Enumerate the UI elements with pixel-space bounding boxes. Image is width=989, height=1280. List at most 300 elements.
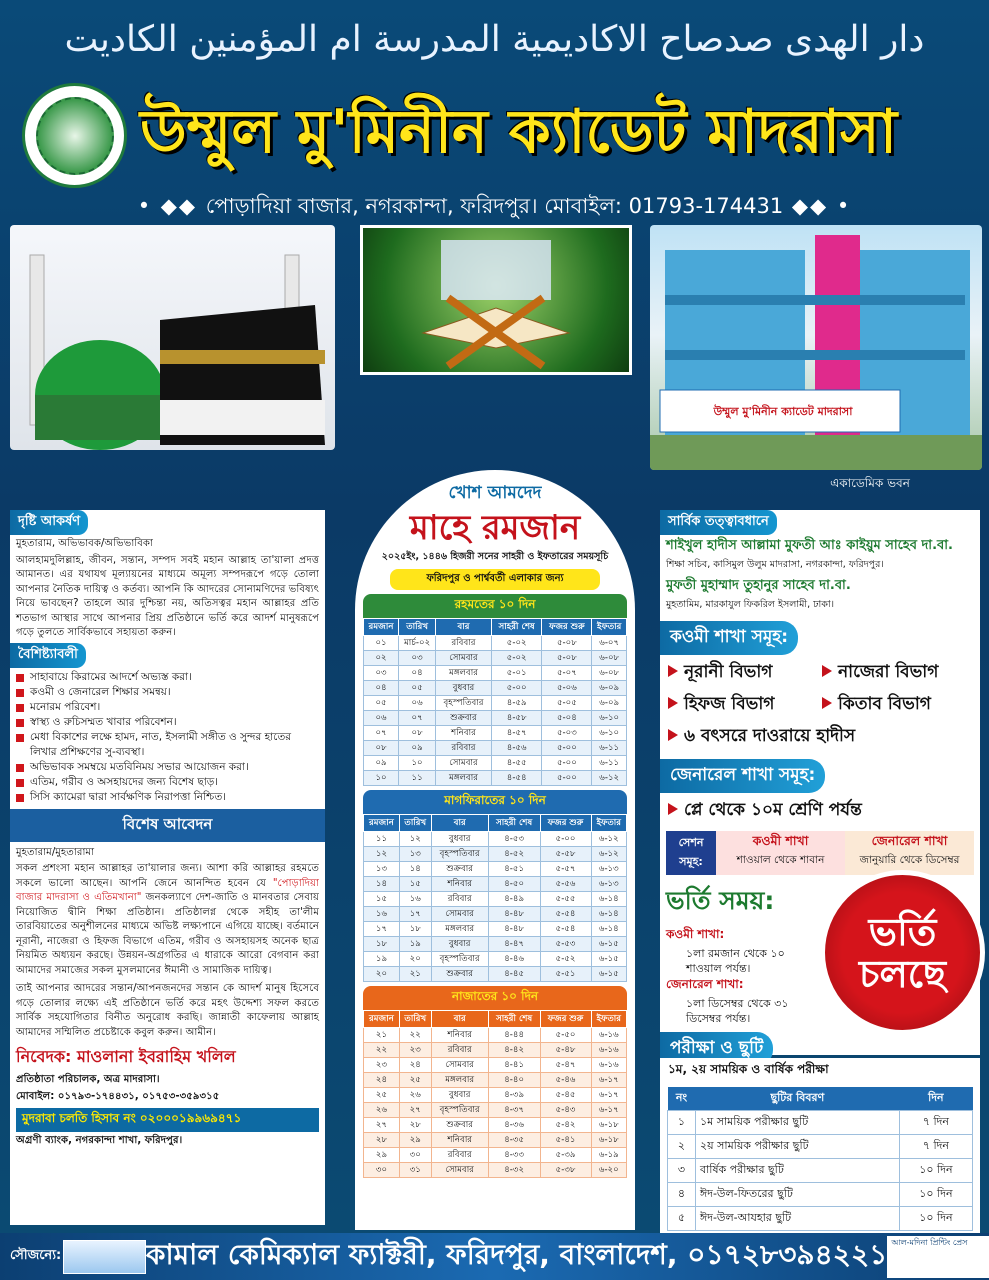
schedule-cell: ৫-০১ — [491, 666, 542, 681]
schedule-cell: বুধবার — [431, 832, 488, 847]
exam-cell: ঈদ-উল-ফিতরের ছুটি — [695, 1183, 899, 1207]
schedule-col-3: সাহরী শেষ — [488, 815, 540, 832]
schedule-cell: ৬-১৬ — [591, 1058, 626, 1073]
schedule-cell: ৫-৩৯ — [540, 1148, 591, 1163]
exam-table — [667, 1087, 973, 1231]
khosh-amded: খোশ আমদেদ — [448, 483, 542, 503]
schedule-cell: ৪-৪১ — [488, 1058, 540, 1073]
schedule-col-2: বার — [436, 619, 492, 636]
schedule-row — [364, 1118, 627, 1133]
dept-item: হিফজ বিভাগ — [666, 689, 820, 721]
contact-mobile: মোবাইল: ০১৭৯৩-১৭৪৪৩১, ০১৭৫৩-৩৫৯৩১৫ — [16, 1090, 220, 1102]
schedule-cell: ৬-১১ — [592, 756, 627, 771]
schedule-row — [364, 1103, 627, 1118]
schedule-cell: ২৬ — [364, 1103, 400, 1118]
schedule-cell: রবিবার — [431, 1148, 488, 1163]
schedule-row — [364, 892, 627, 907]
magfirat-table — [363, 814, 627, 982]
schedule-cell: ২১ — [399, 967, 431, 982]
schedule-cell: ৬-১৭ — [591, 1088, 626, 1103]
admission-general-text: ১লা ডিসেম্বর থেকে ৩১ ডিসেম্বর পর্যন্ত। — [686, 997, 789, 1025]
footer — [0, 1233, 989, 1280]
schedule-row — [364, 1088, 627, 1103]
dept-item: নূরানী বিভাগ — [666, 657, 820, 689]
schedule-cell: মঙ্গলবার — [431, 922, 488, 937]
schedule-cell: ১৮ — [399, 922, 431, 937]
schedule-cell: ২২ — [399, 1028, 431, 1043]
schedule-cell: ১০ — [399, 756, 436, 771]
schedule-cell: ৫-৪৩ — [540, 1103, 591, 1118]
schedule-subtitle: ২০২৫ইং, ১৪৪৬ হিজরী সনের সাহরী ও ইফতারের সময়সূচি — [381, 551, 609, 562]
exam-heading: পরীক্ষা ও ছুটি — [660, 1032, 773, 1066]
schedule-cell: ৪-৫৫ — [491, 756, 542, 771]
schedule-cell: ০১ — [364, 636, 399, 651]
schedule-cell: ০৭ — [364, 726, 399, 741]
exam-cell: ৫ — [668, 1207, 696, 1231]
rahmat-heading: রহমতের ১০ দিন — [363, 594, 627, 618]
schedule-cell: ৪-৪৬ — [488, 952, 540, 967]
schedule-cell: ৫-০৭ — [542, 666, 592, 681]
exam-row — [668, 1111, 973, 1135]
session-general — [845, 831, 974, 875]
schedule-row — [364, 862, 627, 877]
schedule-col-4: ফজর শুরু — [540, 1011, 591, 1028]
admission-general-label: জেনারেল শাখা: — [666, 977, 744, 991]
appeal-highlight: "পোড়াদিয়া বাজার মাদরাসা ও এতিমখানা" — [16, 877, 319, 903]
footer-label: সৌজন্যে: — [10, 1248, 62, 1263]
schedule-cell: ৫-০০ — [491, 681, 542, 696]
schedule-cell: ৬-১৩ — [591, 877, 626, 892]
schedule-cell: ০৯ — [364, 756, 399, 771]
schedule-cell: শনিবার — [431, 1133, 488, 1148]
schedule-col-2: বার — [431, 815, 488, 832]
schedule-cell: ১৩ — [399, 847, 431, 862]
session-qawmi — [716, 831, 845, 875]
schedule-cell: ৫-৫৬ — [540, 877, 591, 892]
features-list — [10, 668, 325, 807]
schedule-cell: ২৬ — [399, 1088, 431, 1103]
schedule-cell: ০৪ — [364, 681, 399, 696]
mahe-ramadan-title: মাহে রমজান — [409, 508, 581, 548]
admission-heading: ভর্তি সময়: — [666, 886, 775, 915]
schedule-cell: বুধবার — [436, 681, 492, 696]
schedule-cell: ৪-৩৭ — [488, 1103, 540, 1118]
schedule-cell: ১৬ — [364, 907, 400, 922]
schedule-cell: ৪-৫৬ — [491, 741, 542, 756]
schedule-col-5: ইফতার — [591, 1011, 626, 1028]
schedule-row — [364, 711, 627, 726]
schedule-cell: ৪-৫০ — [488, 877, 540, 892]
magfirat-heading: মাগফিরাতের ১০ দিন — [363, 790, 627, 814]
schedule-cell: রবিবার — [436, 636, 492, 651]
schedule-cell: ১৫ — [399, 877, 431, 892]
schedule-row — [364, 952, 627, 967]
exam-cell: বার্ষিক পরীক্ষার ছুটি — [695, 1159, 899, 1183]
exam-cell: ঈদ-উল-আযহার ছুটি — [695, 1207, 899, 1231]
ramadan-schedule — [355, 470, 635, 1230]
schedule-cell: বৃহস্পতিবার — [431, 1103, 488, 1118]
exam-row — [668, 1183, 973, 1207]
schedule-cell: ৫-০০ — [542, 771, 592, 786]
schedule-cell: ১৫ — [364, 892, 400, 907]
schedule-cell: ১২ — [364, 847, 400, 862]
schedule-cell: সোমবার — [431, 1163, 488, 1178]
session-box — [666, 831, 974, 875]
schedule-cell: ০৬ — [399, 696, 436, 711]
exam-cell: ১০ দিন — [899, 1183, 972, 1207]
footer-sponsor: কামাল কেমিক্যাল ফ্যাক্টরী, ফরিদপুর, বাংলাদেশ, ০১৭২৮৩৯৪২২১ — [145, 1238, 888, 1271]
schedule-cell: ১৭ — [364, 922, 400, 937]
schedule-cell: রবিবার — [431, 1043, 488, 1058]
madrasa-logo — [22, 83, 127, 188]
schedule-cell: ৪-৪৫ — [488, 967, 540, 982]
schedule-cell: ১৬ — [399, 892, 431, 907]
schedule-cell: ৬-০৯ — [592, 681, 627, 696]
schedule-row — [364, 756, 627, 771]
schedule-cell: সোমবার — [431, 1058, 488, 1073]
schedule-row — [364, 847, 627, 862]
schedule-cell: ২০ — [364, 967, 400, 982]
schedule-cell: ১৩ — [364, 862, 400, 877]
schedule-cell: ০৫ — [364, 696, 399, 711]
bank-branch: অগ্রণী ব্যাংক, নগরকান্দা শাখা, ফরিদপুর। — [16, 1135, 183, 1146]
drishti-greeting: মুহতারাম, অভিভাবক/অভিভাবিকা — [16, 538, 153, 549]
schedule-cell: বৃহস্পতিবার — [436, 696, 492, 711]
schedule-cell: ০৬ — [364, 711, 399, 726]
exam-cell: ২ — [668, 1135, 696, 1159]
session-qawmi-title: কওমী শাখা — [752, 833, 809, 848]
dept-item: ৬ বৎসরে দাওরায়ে হাদীস — [666, 721, 974, 753]
schedule-cell: ৪-৫৪ — [491, 771, 542, 786]
session-general-title: জেনারেল শাখা — [871, 833, 948, 848]
patron-2: মুফতী মুহাম্মাদ তুহানুর সাহেব দা.বা. — [666, 578, 851, 593]
schedule-cell: ৬-১৫ — [591, 937, 626, 952]
patron-1: শাইখুল হাদীস আল্লামা মুফতী আঃ কাইয়ুম সাহেব দা.বা. — [666, 538, 953, 553]
schedule-cell: শুক্রবার — [431, 1118, 488, 1133]
nibedok: নিবেদক: মাওলানা ইবরাহিম খলিল — [16, 1047, 236, 1066]
printer-credit: আল-মদিনা প্রিন্টিং প্রেস — [887, 1236, 989, 1278]
guardian-heading: সার্বিক তত্ত্বাবধানে — [660, 510, 777, 535]
schedule-cell: ৬-১৬ — [591, 1028, 626, 1043]
schedule-cell: সোমবার — [436, 651, 492, 666]
schedule-cell: ৫-৪৬ — [540, 1073, 591, 1088]
schedule-cell: ৪-৩৫ — [488, 1133, 540, 1148]
exam-cell: ১ — [668, 1111, 696, 1135]
schedule-cell: ৬-১৪ — [591, 907, 626, 922]
schedule-row — [364, 922, 627, 937]
schedule-cell: শনিবার — [431, 877, 488, 892]
schedule-cell: ১১ — [399, 771, 436, 786]
schedule-cell: ৪-৫৭ — [491, 726, 542, 741]
schedule-cell: ২৯ — [399, 1133, 431, 1148]
schedule-cell: ৫-০২ — [491, 651, 542, 666]
schedule-cell: ৫-৪২ — [540, 1118, 591, 1133]
schedule-cell: ১৪ — [364, 877, 400, 892]
schedule-cell: বুধবার — [431, 1088, 488, 1103]
schedule-cell: ০৩ — [399, 651, 436, 666]
area-label: ফরিদপুর ও পার্শ্ববর্তী এলাকার জন্য — [390, 569, 600, 590]
schedule-cell: ৬-১১ — [592, 741, 627, 756]
schedule-cell: ১৮ — [364, 937, 400, 952]
feature-item: মেধা বিকাশের লক্ষে হামদ, নাত, ইসলামী সঙ্গীত ও সুন্দর হাতের লিখার প্রশিক্ষণের সু-ব্যবস্থা। — [16, 730, 319, 760]
address-line: • ◆◆ পোড়াদিয়া বাজার, নগরকান্দা, ফরিদপুর। মোবাইল: 01793-174431 ◆◆ • — [137, 194, 852, 218]
schedule-cell: ০৩ — [364, 666, 399, 681]
schedule-cell: ৫-৩৮ — [540, 1163, 591, 1178]
schedule-cell: ২৭ — [399, 1103, 431, 1118]
schedule-cell: ৫-০৪ — [542, 711, 592, 726]
schedule-cell: ৬-০৮ — [592, 651, 627, 666]
schedule-cell: ০৯ — [399, 741, 436, 756]
schedule-col-2: বার — [431, 1011, 488, 1028]
schedule-cell: ৫-০২ — [491, 636, 542, 651]
exam-col-desc: ছুটির বিবরণ — [695, 1087, 899, 1111]
exam-col-no: নং — [668, 1087, 696, 1111]
appeal-text-a: সকল প্রশংসা মহান আল্লাহর তা'য়ালার জন্য। আশা করি আল্লাহর রহমতে সকলে ভালো আছেন। আপনি জেনে আনন্দিত হবেন যে — [16, 863, 319, 889]
schedule-cell: ২২ — [364, 1043, 400, 1058]
session-label: সেশন সমূহ: — [666, 831, 716, 875]
exam-cell: ১০ দিন — [899, 1207, 972, 1231]
admission-qawmi-label: কওমী শাখা: — [666, 927, 725, 941]
schedule-cell: ৫-৪১ — [540, 1133, 591, 1148]
schedule-cell: মঙ্গলবার — [436, 771, 492, 786]
schedule-col-0: রমজান — [364, 1011, 400, 1028]
schedule-row — [364, 771, 627, 786]
schedule-cell: বৃহস্পতিবার — [431, 847, 488, 862]
feature-item: অভিভাবক সমম্বয়ে মতবিনিময় সভার আয়োজন করা। — [16, 760, 319, 775]
schedule-cell: ৫-০০ — [542, 741, 592, 756]
arabic-title: دار الهدى صدصاح الاكاديمية المدرسة ام المؤمنين الكاديت — [64, 19, 925, 60]
schedule-cell: মার্চ-০২ — [399, 636, 436, 651]
schedule-cell: ৬-১৯ — [591, 1148, 626, 1163]
schedule-cell: শুক্রবার — [436, 711, 492, 726]
schedule-cell: ১২ — [399, 832, 431, 847]
schedule-cell: ৫-৫৩ — [540, 937, 591, 952]
schedule-cell: ১৯ — [399, 937, 431, 952]
schedule-row — [364, 937, 627, 952]
schedule-row — [364, 832, 627, 847]
appeal-heading: বিশেষ আবেদন — [10, 809, 325, 842]
schedule-cell: ৬-১৭ — [591, 1073, 626, 1088]
schedule-cell: ৫-৫৪ — [540, 907, 591, 922]
schedule-row — [364, 877, 627, 892]
najat-heading: নাজাতের ১০ দিন — [363, 986, 627, 1010]
schedule-cell: ২১ — [364, 1028, 400, 1043]
exam-col-days: দিন — [899, 1087, 972, 1111]
session-qawmi-text: শাওয়াল থেকে শাবান — [736, 854, 825, 866]
patron-2-desc: মুহতামিম, মারকাযুল ফিকরিল ইসলামী, ঢাকা। — [666, 599, 835, 610]
schedule-cell: ৬-১২ — [591, 847, 626, 862]
schedule-cell: ৫-৫০ — [540, 1028, 591, 1043]
schedule-cell: শুক্রবার — [431, 862, 488, 877]
schedule-cell: ২৫ — [399, 1073, 431, 1088]
dept-item: নাজেরা বিভাগ — [820, 657, 974, 689]
schedule-col-3: সাহরী শেষ — [488, 1011, 540, 1028]
appeal-text-c: তাই আপনার আদরের সন্তান/আপনজনদের সন্তান কে আদর্শ মানুষ হিসেবে গড়ে তোলার লক্ষ্যে এই প্রতিষ্ঠানে ভর্তি করে মহৎ উদ্দেশ্য সফল করতে সার্বিক সহযোগিতার বিনীত অনুরোধ করছি। জান্নাতী কাফেলায় আল্লাহ আমাদের সম্মিলিত প্রচেষ্টাকে কবুল করুন। আমীন। — [16, 983, 319, 1038]
schedule-row — [364, 1043, 627, 1058]
schedule-cell: রবিবার — [431, 892, 488, 907]
feature-item: কওমী ও জেনারেল শিক্ষার সমন্বয়। — [16, 685, 319, 700]
schedule-cell: ০২ — [364, 651, 399, 666]
schedule-cell: ৬-১২ — [592, 771, 627, 786]
schedule-cell: ৪-৩২ — [488, 1163, 540, 1178]
schedule-cell: ৫-৫৫ — [540, 892, 591, 907]
schedule-cell: ৬-২০ — [591, 1163, 626, 1178]
qawmi-departments — [660, 657, 980, 753]
schedule-cell: ৫-৫২ — [540, 952, 591, 967]
schedule-cell: ০৭ — [399, 711, 436, 726]
schedule-cell: ৩০ — [364, 1163, 400, 1178]
schedule-cell: রবিবার — [436, 741, 492, 756]
schedule-cell: ৪-৪০ — [488, 1073, 540, 1088]
schedule-cell: ২৩ — [364, 1058, 400, 1073]
building-caption: একাডেমিক ভবন — [830, 476, 910, 490]
najat-table — [363, 1010, 627, 1178]
schedule-row — [364, 1028, 627, 1043]
schedule-row — [364, 907, 627, 922]
schedule-cell: ১৪ — [399, 862, 431, 877]
drishti-heading: দৃষ্টি আকর্ষণ — [10, 510, 88, 535]
schedule-cell: ৬-১৮ — [591, 1133, 626, 1148]
kaaba-image — [10, 225, 335, 450]
session-general-text: জানুয়ারি থেকে ডিসেম্বর — [859, 854, 960, 866]
bank-account: মুদরাবা চলতি হিসাব নং ০২০০০১৯৯৬৯৪৭১ — [16, 1108, 319, 1132]
schedule-col-4: ফজর শুরু — [540, 815, 591, 832]
schedule-row — [364, 1133, 627, 1148]
address-text: পোড়াদিয়া বাজার, নগরকান্দা, ফরিদপুর। মোবাইল: 01793-174431 — [205, 194, 784, 218]
school-building-image — [650, 225, 982, 470]
schedule-cell: ৪-৫৮ — [491, 711, 542, 726]
schedule-cell: ৪-৪৭ — [488, 937, 540, 952]
exam-cell: ২য় সাময়িক পরীক্ষার ছুটি — [695, 1135, 899, 1159]
quran-image — [360, 225, 632, 375]
schedule-cell: ৪-৪৮ — [488, 922, 540, 937]
schedule-cell: বুধবার — [431, 937, 488, 952]
exam-row — [668, 1135, 973, 1159]
schedule-col-5: ইফতার — [592, 619, 627, 636]
schedule-cell: ৬-১৪ — [591, 922, 626, 937]
dept-item: কিতাব বিভাগ — [820, 689, 974, 721]
schedule-col-4: ফজর শুরু — [542, 619, 592, 636]
schedule-cell: ২৫ — [364, 1088, 400, 1103]
general-heading: জেনারেল শাখা সমূহ: — [660, 759, 825, 793]
general-departments — [660, 795, 980, 827]
schedule-row — [364, 741, 627, 756]
schedule-cell: ৫-০০ — [540, 832, 591, 847]
schedule-cell: ৫-০৮ — [542, 651, 592, 666]
schedule-cell: ৬-০৯ — [592, 696, 627, 711]
schedule-cell: ৪-৫১ — [488, 862, 540, 877]
schedule-cell: ২৮ — [364, 1133, 400, 1148]
exam-table-box — [660, 1058, 980, 1233]
exam-cell: ৩ — [668, 1159, 696, 1183]
exam-cell: ৪ — [668, 1183, 696, 1207]
schedule-cell: ০৪ — [399, 666, 436, 681]
schedule-cell: ১৯ — [364, 952, 400, 967]
schedule-row — [364, 1073, 627, 1088]
schedule-cell: ৪-৪৮ — [488, 907, 540, 922]
schedule-cell: শনিবার — [431, 1028, 488, 1043]
schedule-col-0: রমজান — [364, 619, 399, 636]
schedule-row — [364, 967, 627, 982]
schedule-cell: ৬-১২ — [591, 832, 626, 847]
schedule-cell: ৫-০০ — [542, 756, 592, 771]
schedule-col-1: তারিখ — [399, 1011, 431, 1028]
schedule-col-5: ইফতার — [591, 815, 626, 832]
schedule-row — [364, 1148, 627, 1163]
appeal-text-b: জনকল্যাণে দেশ-জাতি ও মানবতার সেবায় নিয়োজিত দ্বীনি শিক্ষা প্রতিষ্ঠান। প্রতিষ্ঠালগ্ন থেকে সহীহ তা'লীম তারবিয়াতের অনুশীলনের মাধ্যমে অভিষ্ট লক্ষ্যপানে এগিয়ে যাচ্ছে। বর্তমানে নূরানী, নাজেরা ও হিফজ বিভাগে এতিম, গরীব ও অসহায়সহ অনেক ছাত্র নিয়মিত অধ্যয়ন করছে। উন্নয়ন-অগ্রগতির এ ধারাকে আরো বেগবান করা আমাদের সমাজের সকল মুসলমানের ঈমানী ও সামাজিক দায়িত্ব। — [16, 892, 320, 976]
schedule-cell: ৬-০৮ — [592, 666, 627, 681]
schedule-cell: ০৫ — [399, 681, 436, 696]
schedule-col-1: তারিখ — [399, 815, 431, 832]
left-column — [10, 510, 325, 1225]
schedule-cell: ৪-৪৪ — [488, 1028, 540, 1043]
schedule-cell: ৩০ — [399, 1148, 431, 1163]
schedule-cell: ৪-৩৩ — [488, 1148, 540, 1163]
dept-item: প্লে থেকে ১০ম শ্রেণি পর্যন্ত — [666, 795, 974, 827]
schedule-cell: ২০ — [399, 952, 431, 967]
schedule-cell: ০৮ — [399, 726, 436, 741]
schedule-cell: শুক্রবার — [431, 967, 488, 982]
exam-row — [668, 1207, 973, 1231]
schedule-cell: ৫-০৮ — [542, 636, 592, 651]
schedule-cell: ২৭ — [364, 1118, 400, 1133]
admission-open-badge: ভর্তি চলছে — [820, 870, 985, 1035]
schedule-cell: ২৮ — [399, 1118, 431, 1133]
feature-item: মনোরম পরিবেশ। — [16, 700, 319, 715]
schedule-cell: সোমবার — [436, 756, 492, 771]
schedule-cell: সোমবার — [431, 907, 488, 922]
appeal-text — [10, 860, 325, 980]
schedule-cell: ৪-৪৯ — [488, 892, 540, 907]
schedule-cell: শনিবার — [436, 726, 492, 741]
schedule-cell: ১০ — [364, 771, 399, 786]
schedule-cell: মঙ্গলবার — [436, 666, 492, 681]
exam-cell: ৭ দিন — [899, 1135, 972, 1159]
schedule-row — [364, 666, 627, 681]
schedule-cell: ৫-৫১ — [540, 967, 591, 982]
schedule-cell: ৪-৩৬ — [488, 1118, 540, 1133]
rahmat-table — [363, 618, 627, 786]
schedule-cell: ২৯ — [364, 1148, 400, 1163]
schedule-cell: ৫-০৫ — [542, 696, 592, 711]
schedule-cell: ৬-১০ — [592, 726, 627, 741]
schedule-cell: ৫-৫৮ — [540, 847, 591, 862]
feature-item: সিসি ক্যামেরা দ্বারা সার্বক্ষণিক নিরাপত্তা নিশ্চিত। — [16, 790, 319, 805]
feature-item: স্বাস্থ্য ও রুচিসম্মত খাবার পরিবেশন। — [16, 715, 319, 730]
exam-line: ১ম, ২য় সাময়িক ও বার্ষিক পরীক্ষা — [668, 1062, 829, 1076]
schedule-cell: ৬-১৩ — [591, 862, 626, 877]
exam-cell: ১ম সাময়িক পরীক্ষার ছুটি — [695, 1111, 899, 1135]
schedule-col-3: সাহরী শেষ — [491, 619, 542, 636]
patron-1-desc: শিক্ষা সচিব, কাসিমুল উলুম মাদরাসা, নগরকান্দা, ফরিদপুর। — [666, 559, 884, 570]
qawmi-heading: কওমী শাখা সমূহ: — [660, 621, 798, 655]
schedule-cell: ২৪ — [364, 1073, 400, 1088]
schedule-cell: ৬-১০ — [592, 711, 627, 726]
building-sign: উম্মুল মু'মিনীন ক্যাডেট মাদরাসা — [713, 405, 853, 418]
schedule-cell: ৫-৪৮ — [540, 1043, 591, 1058]
schedule-cell: ৬-০৭ — [592, 636, 627, 651]
schedule-cell: ০৮ — [364, 741, 399, 756]
schedule-cell: ১৭ — [399, 907, 431, 922]
schedule-cell: ৬-১৫ — [591, 952, 626, 967]
features-heading: বৈশিষ্ট্যাবলী — [10, 643, 86, 668]
schedule-cell: ২৩ — [399, 1043, 431, 1058]
schedule-cell: ৫-৫৪ — [540, 922, 591, 937]
schedule-row — [364, 636, 627, 651]
schedule-cell: ৪-৩৯ — [488, 1088, 540, 1103]
exam-cell: ১০ দিন — [899, 1159, 972, 1183]
schedule-cell: ৫-৫৭ — [540, 862, 591, 877]
